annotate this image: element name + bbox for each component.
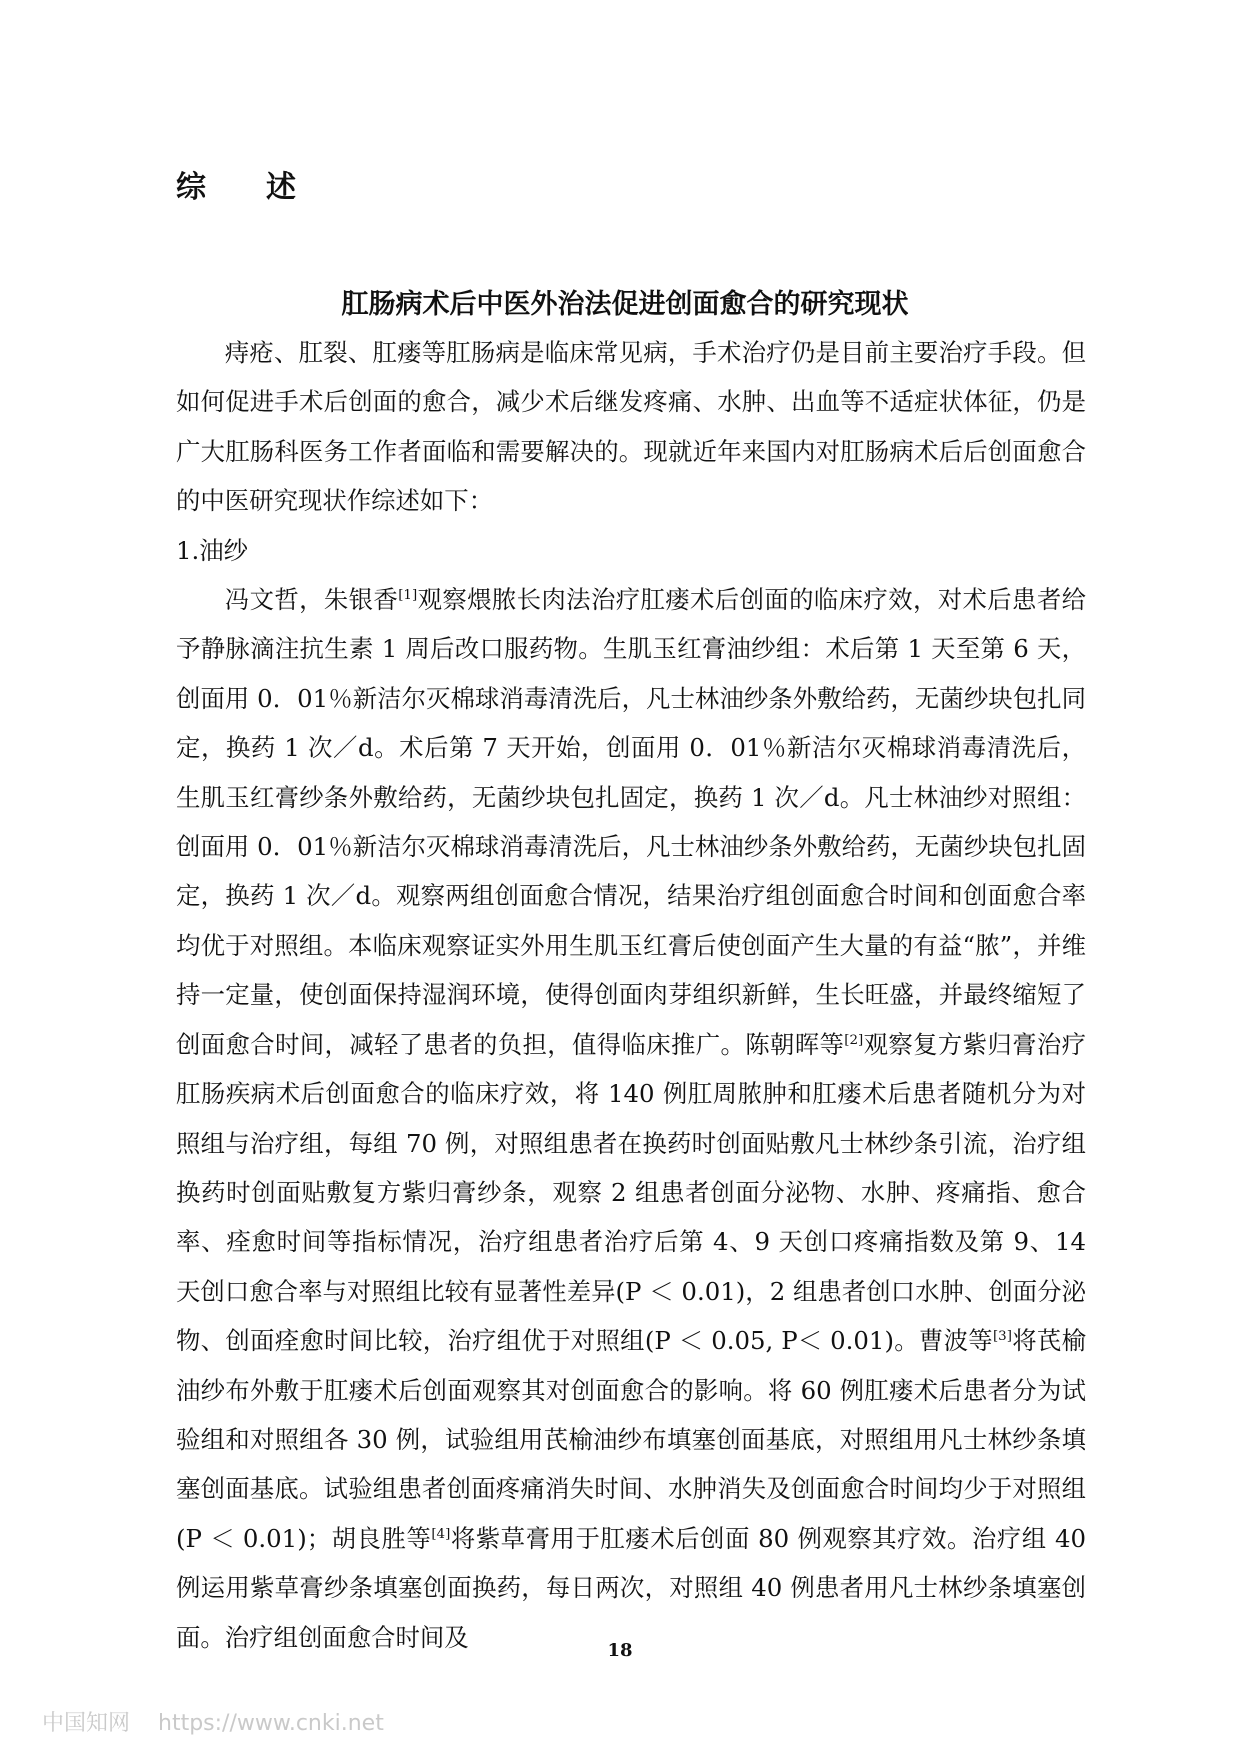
page-number: 18 [607, 1640, 633, 1661]
section-heading [176, 162, 298, 206]
section-heading-right: 述 [266, 170, 298, 205]
article-title: 肛肠病术后中医外治法促进创面愈合的研究现状 [341, 289, 909, 320]
paragraph-text: 冯文哲，朱银香 [224, 585, 399, 615]
section-heading-left: 综 [176, 170, 208, 205]
citation-marker: [3] [992, 1329, 1012, 1344]
watermark-url: https://www.cnki.net [158, 1711, 384, 1736]
paragraph-text: 将芪榆油纱布外敷于肛瘘术后创面观察其对创面愈合的影响。将 60 例肛瘘术后患者分为试验组和对照组各 30 例，试验组用芪榆油纱布填塞创面基底，对照组用凡士林纱条填塞创面基底。试验组患者创面疼痛消失时间、水肿消失及创面愈合时间均少于对照组(P ＜ 0.01)；胡良胜等 [176, 1326, 1086, 1553]
intro-paragraph: 痔疮、肛裂、肛瘘等肛肠病是临床常见病，手术治疗仍是目前主要治疗手段。但如何促进手术后创面的愈合，减少术后继发疼痛、水肿、出血等不适症状体征，仍是广大肛肠科医务工作者面临和需要解决的。现就近年来国内对肛肠病术后后创面愈合的中医研究现状作综述如下： [176, 338, 1086, 516]
paragraph-text: 观察复方紫归膏治疗肛肠疾病术后创面愈合的临床疗效，将 140 例肛周脓肿和肛瘘术后患者随机分为对照组与治疗组，每组 70 例，对照组患者在换药时创面贴敷凡士林纱条引流，治疗组换药时创面贴敷复方紫归膏纱条，观察 2 组患者创面分泌物、水肿、疼痛指、愈合率、痊愈时间等指标情况，治疗组患者治疗后第 4、9 天创口疼痛指数及第 9、14 天创口愈合率与对照组比较有显著性差异(P ＜ 0.01)，2 组患者创口水肿、创面分泌物、创面痊愈时间比较，治疗组优于对照组(P ＜ 0.05, P＜ 0.01)。曹波等 [176, 1029, 1086, 1356]
citation-marker: [2] [844, 1032, 864, 1048]
paragraph-text: 观察煨脓长肉法治疗肛瘘术后创面的临床疗效，对术后患者给予静脉滴注抗生素 1 周后改口服药物。生肌玉红膏油纱组：术后第 1 天至第 6 天，创面用 0．01％新洁尔灭棉球消毒清洗后，凡士林油纱条外敷给药，无菌纱块包扎同定，换药 1 次／d。术后第 7 天开始，创面用 0．01％新洁尔灭棉球消毒清洗后，生肌玉红膏纱条外敷给药，无菌纱块包扎固定，换药 1 次／d。凡士林油纱对照组：创面用 0．01％新洁尔灭棉球消毒清洗后，凡士林油纱条外敷给药，无菌纱块包扎固定，换药 1 次／d。观察两组创面愈合情况，结果治疗组创面愈合时间和创面愈合率均优于对照组。本临床观察证实外用生肌玉红膏后使创面产生大量的有益“脓”，并维持一定量，使创面保持湿润环境，使得创面肉芽组织新鲜，生长旺盛，并最终缩短了创面愈合时间，减轻了患者的负担，值得临床推广。陈朝晖等 [176, 585, 1086, 1059]
body-text [176, 328, 1086, 1662]
watermark [42, 1706, 384, 1737]
main-paragraph [176, 575, 1086, 1662]
watermark-brand: 中国知网 [42, 1711, 131, 1736]
paragraph-text: 将紫草膏用于肛瘘术后创面 80 例观察其疗效。治疗组 40 例运用紫草膏纱条填塞创面换药，每日两次，对照组 40 例患者用凡士林纱条填塞创面。治疗组创面愈合时间及 [176, 1523, 1086, 1652]
subsection-title: 1.油纱 [176, 535, 249, 565]
citation-marker: [4] [431, 1526, 451, 1542]
citation-marker: [1] [398, 587, 418, 603]
